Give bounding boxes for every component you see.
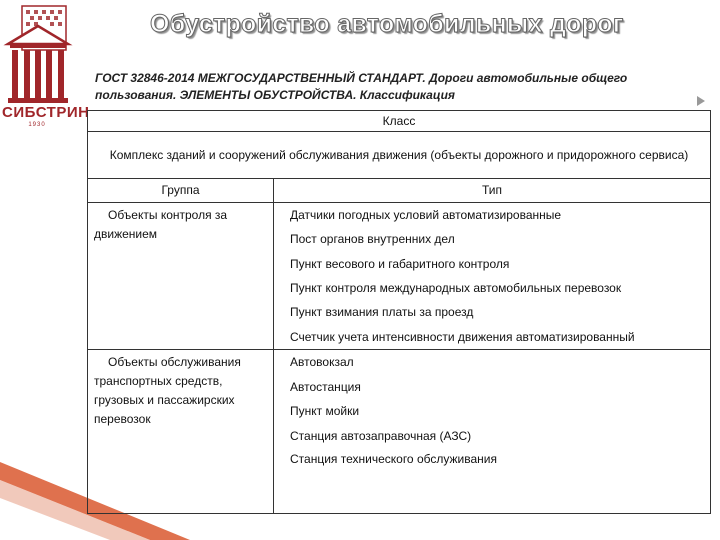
table-row: Пост органов внутренних дел bbox=[274, 227, 711, 251]
table-row: Датчики погодных условий автоматизированные bbox=[274, 202, 711, 227]
page-title: Обустройство автомобильных дорог bbox=[150, 10, 624, 38]
play-arrow-icon bbox=[697, 96, 705, 106]
group-service bbox=[88, 350, 274, 514]
group-name: Объекты контроля за движением bbox=[94, 207, 228, 241]
table-row: Пункт взимания платы за проезд bbox=[274, 300, 711, 324]
table-row: Автостанция bbox=[274, 375, 711, 399]
class-header: Класс bbox=[88, 111, 711, 132]
table-row: Станция технического обслуживания bbox=[274, 448, 711, 514]
table-row: Счетчик учета интенсивности движения автоматизированный bbox=[274, 325, 711, 350]
table-row: Пункт контроля международных автомобильных перевозок bbox=[274, 276, 711, 300]
class-value: Комплекс зданий и сооружений обслуживания движения (объекты дорожного и придорожного сервиса) bbox=[88, 132, 711, 179]
gost-subtitle: ГОСТ 32846-2014 МЕЖГОСУДАРСТВЕННЫЙ СТАНДАРТ. Дороги автомобильные общего пользования. ЭЛЕМЕНТЫ ОБУСТРОЙСТВА. Классификация bbox=[95, 71, 628, 102]
table-row: Автовокзал bbox=[274, 350, 711, 375]
group-header: Группа bbox=[88, 179, 274, 202]
type-header: Тип bbox=[274, 179, 711, 202]
table-row: Станция автозаправочная (АЗС) bbox=[274, 423, 711, 447]
group-name: Объекты обслуживания транспортных средств, грузовых и пассажирских перевозок bbox=[94, 355, 241, 427]
classification-table bbox=[87, 110, 711, 514]
logo-name: СИБСТРИН bbox=[2, 104, 90, 121]
table-row: Пункт весового и габаритного контроля bbox=[274, 251, 711, 275]
logo-year: 1930 bbox=[28, 122, 46, 128]
table-row: Пункт мойки bbox=[274, 399, 711, 423]
group-control bbox=[88, 202, 274, 350]
